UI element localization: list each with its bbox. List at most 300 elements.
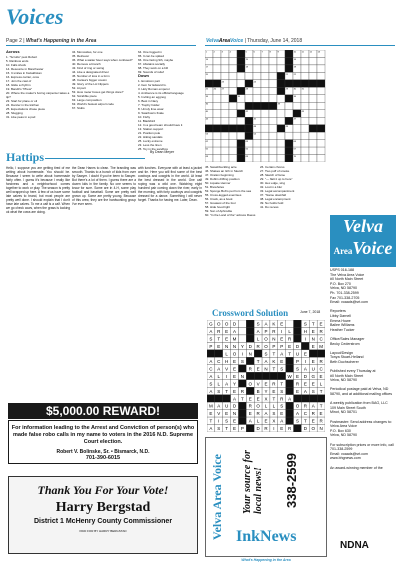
solution-block bbox=[294, 327, 302, 334]
reward-headline: $5,000.00 REWARD! bbox=[8, 403, 198, 419]
promo-ad bbox=[205, 437, 327, 557]
solution-letter: T bbox=[209, 418, 213, 424]
clue: 25. Toy in the sandbox bbox=[138, 147, 168, 151]
grid-cell bbox=[317, 95, 325, 102]
grid-number: 5 bbox=[245, 51, 247, 54]
solution-letter: E bbox=[233, 373, 237, 379]
staff-line: Beth Duchscherer bbox=[330, 359, 359, 364]
ndna-logo: NDNA bbox=[340, 540, 369, 551]
clue: 67. Abstains socially bbox=[138, 62, 166, 66]
clue: 58. Hide hood light bbox=[205, 205, 231, 209]
clue: 38. Legal encampment bbox=[260, 197, 291, 201]
solution-letter: R bbox=[295, 381, 300, 387]
grid-number: 70 bbox=[293, 155, 297, 158]
grid-block bbox=[301, 80, 309, 87]
solution-letter: A bbox=[209, 426, 213, 432]
grid-cell bbox=[309, 140, 317, 147]
grid-cell bbox=[221, 155, 229, 162]
staff-line: Velva, ND 58790 bbox=[330, 286, 357, 291]
grid-cell bbox=[213, 95, 221, 102]
grid-cell bbox=[309, 102, 317, 109]
solution-letter: S bbox=[209, 336, 213, 342]
grid-cell bbox=[253, 110, 261, 117]
ad-paid-by: PAID FOR BY HARRY BERGSTAD bbox=[79, 529, 127, 533]
grid-cell bbox=[317, 140, 325, 147]
grid-cell bbox=[213, 132, 221, 139]
grid-cell bbox=[245, 95, 253, 102]
solution-letter: N bbox=[319, 426, 323, 432]
grid-cell bbox=[301, 155, 309, 162]
solution-letter: R bbox=[264, 426, 268, 432]
clue: 2. Item for Edward G. bbox=[138, 83, 167, 87]
solution-letter: A bbox=[209, 329, 213, 335]
solution-letter: B bbox=[256, 388, 260, 394]
solution-letter: L bbox=[217, 381, 221, 387]
clue: 48. Cartea's bigger cousin bbox=[72, 78, 107, 82]
solution-letter: A bbox=[225, 381, 229, 387]
grid-cell bbox=[229, 110, 237, 117]
grid-block bbox=[277, 125, 285, 132]
clue: 55. Cross-legged exercises bbox=[205, 193, 242, 197]
solution-letter: U bbox=[225, 403, 229, 409]
ad-name: Harry Bergstad bbox=[55, 500, 151, 515]
grid-number: 27 bbox=[221, 88, 225, 91]
grid-cell bbox=[301, 57, 309, 64]
solution-cell bbox=[286, 320, 294, 327]
grid-cell bbox=[301, 95, 309, 102]
clue: 23. Start for plane or oil bbox=[6, 99, 38, 103]
solution-letter: E bbox=[233, 366, 237, 372]
solution-letter: E bbox=[280, 411, 284, 417]
solution-letter: D bbox=[303, 373, 307, 379]
solution-letter: G bbox=[311, 373, 315, 379]
grid-cell bbox=[261, 125, 269, 132]
grid-block bbox=[237, 110, 245, 117]
solution-letter: A bbox=[217, 366, 221, 372]
grid-cell bbox=[261, 72, 269, 79]
solution-letter: I bbox=[304, 336, 306, 342]
solution-letter: A bbox=[280, 351, 284, 357]
solution-letter: C bbox=[209, 366, 213, 372]
grid-cell bbox=[317, 57, 325, 64]
staff-line: Libby Darnell bbox=[330, 313, 351, 318]
grid-cell bbox=[213, 57, 221, 64]
solution-letter: T bbox=[217, 336, 221, 342]
grid-cell bbox=[269, 147, 277, 154]
grid-block bbox=[317, 80, 325, 87]
grid-cell bbox=[229, 65, 237, 72]
staff-line: #0 North Main Street bbox=[330, 373, 364, 378]
staff-line: Published every Thursday at bbox=[330, 369, 376, 374]
solution-letter: I bbox=[226, 373, 228, 379]
clue: 37. "Name downfall bbox=[260, 193, 286, 197]
grid-block bbox=[285, 80, 293, 87]
grid-number: 67 bbox=[293, 148, 297, 151]
grid-cell bbox=[293, 125, 301, 132]
solution-letter: A bbox=[209, 373, 213, 379]
crossword-grid bbox=[205, 50, 395, 162]
grid-number: 30 bbox=[293, 88, 297, 91]
grid-cell bbox=[261, 80, 269, 87]
grid-cell bbox=[229, 72, 237, 79]
staff-line: Email: voaads@srt.com bbox=[330, 300, 368, 305]
grid-cell bbox=[221, 140, 229, 147]
grid-block bbox=[317, 125, 325, 132]
solution-date: June 7, 2018 bbox=[300, 310, 321, 314]
staff-line: www.bhgnews.com bbox=[330, 456, 361, 461]
grid-cell bbox=[261, 110, 269, 117]
solution-letter: S bbox=[217, 426, 221, 432]
staff-line: Bailee Williams bbox=[330, 323, 355, 328]
solution-block bbox=[294, 425, 302, 432]
clue: 59. Son of Aphrodite bbox=[205, 209, 233, 213]
solution-letter: A bbox=[264, 411, 268, 417]
solution-letter: A bbox=[248, 418, 252, 424]
grid-number: 13 bbox=[317, 51, 321, 54]
solution-letter: D bbox=[256, 426, 260, 432]
grid-cell bbox=[229, 155, 237, 162]
grid-number: 35 bbox=[237, 96, 241, 99]
solution-letter: D bbox=[303, 426, 307, 432]
solution-letter: S bbox=[256, 321, 260, 327]
grid-cell bbox=[301, 125, 309, 132]
solution-letter: E bbox=[225, 329, 229, 335]
solution-block bbox=[238, 380, 246, 387]
grid-cell bbox=[277, 147, 285, 154]
staff-line: Office/Sales Manager bbox=[330, 336, 365, 341]
solution-letter: I bbox=[281, 329, 283, 335]
grid-cell bbox=[277, 155, 285, 162]
solution-letter: P bbox=[240, 426, 244, 432]
solution-letter: T bbox=[303, 418, 307, 424]
solution-letter: K bbox=[272, 358, 276, 364]
staff-line: A weekly publication from BAG, LLC bbox=[330, 401, 388, 406]
grid-cell bbox=[229, 147, 237, 154]
grid-cell bbox=[213, 140, 221, 147]
clue: 5. Rainbow ends bbox=[6, 59, 29, 63]
solution-letter: E bbox=[233, 426, 237, 432]
grid-cell bbox=[309, 87, 317, 94]
solution-block bbox=[238, 410, 246, 417]
grid-block bbox=[309, 80, 317, 87]
solution-letter: D bbox=[232, 403, 237, 409]
grid-block bbox=[277, 72, 285, 79]
solution-block bbox=[246, 335, 254, 342]
solution-letter: E bbox=[311, 344, 315, 349]
solution-letter: R bbox=[287, 426, 292, 432]
grid-block bbox=[277, 80, 285, 87]
solution-letter: R bbox=[256, 344, 260, 349]
clue: 15. It smiles in Kazakhstan bbox=[6, 71, 42, 75]
solution-letter: L bbox=[288, 329, 291, 335]
solution-letter: D bbox=[295, 344, 300, 349]
grid-number: 3 bbox=[221, 51, 223, 54]
grid-cell bbox=[213, 155, 221, 162]
solution-letter: T bbox=[280, 381, 284, 387]
grid-block bbox=[205, 80, 213, 87]
grid-number: 43 bbox=[301, 111, 305, 114]
grid-cell bbox=[317, 65, 325, 72]
grid-number: 47 bbox=[293, 118, 297, 121]
solution-letter: M bbox=[319, 344, 323, 349]
solution-cell bbox=[238, 327, 246, 334]
solution-letter: T bbox=[225, 388, 229, 394]
staff-line: The Velva Area Voice bbox=[330, 272, 365, 277]
grid-number: 45 bbox=[253, 118, 257, 121]
staff-line: Emma Howe bbox=[330, 318, 351, 323]
grid-cell bbox=[221, 95, 229, 102]
brand-voice: Voice bbox=[230, 38, 244, 44]
grid-cell bbox=[309, 95, 317, 102]
solution-letter: L bbox=[319, 381, 323, 387]
clue: 53. Sponge Bob's pet from the sea bbox=[205, 189, 252, 193]
grid-block bbox=[285, 140, 293, 147]
promo-brand-vertical: Velva Area Voice bbox=[210, 454, 224, 540]
grid-cell bbox=[253, 95, 261, 102]
solution-letter: E bbox=[272, 388, 276, 394]
solution-letter: V bbox=[217, 411, 221, 417]
solution-letter: S bbox=[209, 381, 213, 387]
grid-block bbox=[237, 155, 245, 162]
grid-cell bbox=[317, 155, 325, 162]
grid-number: 18 bbox=[245, 66, 249, 69]
velva-logo-box bbox=[330, 215, 396, 267]
clue: 3. Holy Roman emperor bbox=[138, 87, 170, 91]
solution-letter: E bbox=[233, 358, 237, 364]
solution-letter: E bbox=[311, 358, 315, 364]
grid-cell bbox=[213, 65, 221, 72]
grid-cell bbox=[317, 72, 325, 79]
grid-cell bbox=[301, 147, 309, 154]
solution-letter: S bbox=[295, 418, 299, 424]
grid-number: 17 bbox=[205, 66, 209, 69]
grid-block bbox=[293, 80, 301, 87]
grid-block bbox=[229, 95, 237, 102]
solution-block bbox=[207, 395, 215, 402]
promo-tagline: Your source for local news! bbox=[242, 450, 264, 514]
solution-letter: A bbox=[280, 418, 284, 424]
grid-number: 36 bbox=[293, 96, 297, 99]
clue: 9. Swarbow's finale bbox=[138, 111, 164, 115]
grid-number: 10 bbox=[293, 51, 297, 54]
solution-letter: S bbox=[280, 388, 284, 394]
header-rule-left bbox=[6, 45, 196, 46]
grid-number: 4 bbox=[229, 51, 231, 54]
clue: 51. Brewholes bbox=[205, 185, 225, 189]
grid-number: 2 bbox=[213, 51, 215, 54]
clue: 49. Dublin drifting position bbox=[205, 177, 240, 181]
solution-block bbox=[301, 395, 309, 402]
solution-block bbox=[215, 350, 223, 357]
grid-cell bbox=[301, 65, 309, 72]
grid-cell bbox=[261, 117, 269, 124]
grid-cell bbox=[229, 102, 237, 109]
solution-letter: S bbox=[240, 358, 244, 364]
clue: 56. Crack, as a book bbox=[205, 197, 233, 201]
solution-letter: T bbox=[288, 351, 291, 357]
solution-block bbox=[286, 417, 294, 424]
solution-letter: E bbox=[280, 358, 284, 364]
clue: 26. Certain chorus bbox=[260, 165, 285, 169]
grid-cell bbox=[309, 65, 317, 72]
solution-block bbox=[278, 372, 286, 379]
solution-letter: E bbox=[303, 381, 307, 387]
solution-letter: V bbox=[225, 366, 229, 372]
grid-block bbox=[309, 125, 317, 132]
grid-cell bbox=[317, 147, 325, 154]
solution-letter: O bbox=[295, 403, 300, 409]
grid-cell bbox=[261, 57, 269, 64]
reward-contact: Robert V. Bolinske, Sr. • Bismarck, N.D. bbox=[56, 449, 150, 455]
solution-block bbox=[246, 425, 254, 432]
solution-block bbox=[309, 395, 317, 402]
staff-line: USPS 016-188 bbox=[330, 268, 354, 272]
solution-letter: R bbox=[319, 418, 323, 424]
grid-cell bbox=[301, 132, 309, 139]
grid-cell bbox=[301, 140, 309, 147]
solution-letter: R bbox=[248, 366, 252, 372]
solution-letter: D bbox=[248, 344, 252, 349]
reward-phone: 701-390-6015 bbox=[85, 455, 121, 461]
grid-number: 16 bbox=[293, 58, 297, 61]
grid-cell bbox=[229, 80, 237, 87]
solution-block bbox=[286, 410, 294, 417]
solution-letter: L bbox=[225, 351, 228, 357]
grid-block bbox=[213, 125, 221, 132]
solution-letter: S bbox=[272, 411, 276, 417]
clue: 69. Sounds of relief bbox=[138, 70, 164, 74]
solution-letter: A bbox=[264, 358, 268, 364]
solution-block bbox=[294, 395, 302, 402]
clue: 17. Join the cast of bbox=[6, 79, 32, 83]
solution-letter: E bbox=[295, 373, 299, 379]
grid-cell bbox=[309, 72, 317, 79]
clue: 40. Remove a branch bbox=[72, 62, 101, 66]
solution-letter: C bbox=[303, 411, 307, 417]
grid-number: 44 bbox=[205, 118, 209, 121]
reward-ad-body bbox=[8, 420, 198, 464]
grid-block bbox=[285, 50, 293, 57]
grid-cell bbox=[285, 102, 293, 109]
solution-letter: E bbox=[303, 351, 307, 357]
solution-letter: U bbox=[295, 351, 300, 357]
clue: 11. Blackbird bbox=[138, 119, 156, 123]
clue: 14. Resource in Manchester bbox=[6, 67, 44, 71]
grid-number: 19 bbox=[293, 66, 297, 69]
solution-letter: V bbox=[256, 381, 260, 387]
staff-line: Fax 701-338-2705 bbox=[330, 295, 360, 300]
clue: 10. Fishy bbox=[138, 115, 151, 119]
solution-letter: P bbox=[280, 344, 284, 349]
solution-block bbox=[317, 350, 325, 357]
clue: 43. Kind of ring or swing bbox=[72, 66, 105, 70]
ad-thanks: Thank You For Your Vote! bbox=[37, 483, 169, 497]
grid-cell bbox=[301, 72, 309, 79]
down-clues-col1 bbox=[138, 50, 202, 151]
clue: 33. Legal accompaniment bbox=[260, 189, 295, 193]
solution-block bbox=[294, 335, 302, 342]
grid-cell bbox=[237, 72, 245, 79]
brand-area: Area bbox=[218, 38, 231, 44]
grid-block bbox=[285, 155, 293, 162]
solution-letter: E bbox=[288, 344, 292, 349]
grid-cell bbox=[269, 117, 277, 124]
grid-block bbox=[213, 80, 221, 87]
solution-letter: O bbox=[232, 351, 237, 357]
grid-cell bbox=[221, 102, 229, 109]
promo-inknews: InkNews bbox=[236, 528, 297, 545]
grid-cell bbox=[213, 117, 221, 124]
solution-block bbox=[246, 372, 254, 379]
solution-letter: N bbox=[248, 351, 252, 357]
grid-number: 28 bbox=[245, 88, 249, 91]
clue: 57. Greatest of the four bbox=[205, 201, 236, 205]
solution-letter: S bbox=[280, 366, 284, 372]
grid-number: 65 bbox=[205, 148, 209, 151]
grid-block bbox=[285, 65, 293, 72]
brand-velva: Velva bbox=[206, 38, 219, 44]
solution-letter: O bbox=[311, 426, 315, 432]
solution-letter: E bbox=[256, 366, 260, 372]
solution-letter: E bbox=[248, 396, 252, 402]
solution-letter: A bbox=[209, 388, 213, 394]
solution-grid bbox=[207, 320, 325, 432]
grid-cell bbox=[213, 110, 221, 117]
solution-letter: P bbox=[209, 344, 213, 349]
grid-cell bbox=[317, 102, 325, 109]
grid-number: 39 bbox=[277, 103, 281, 106]
clue: 60. "In the Land of the" actress Ruess bbox=[205, 213, 256, 217]
grid-number: 14 bbox=[205, 58, 209, 61]
solution-letter: M bbox=[209, 403, 213, 409]
grid-cell bbox=[269, 72, 277, 79]
grid-cell bbox=[253, 140, 261, 147]
grid-block bbox=[245, 132, 253, 139]
solution-block bbox=[254, 350, 262, 357]
solution-letter: I bbox=[273, 426, 275, 432]
solution-letter: A bbox=[264, 321, 268, 327]
grid-cell bbox=[269, 125, 277, 132]
clue: 22. Hiking sandals bbox=[138, 135, 163, 139]
clue: 53. How meter boxes get things done? bbox=[72, 90, 124, 94]
grid-cell bbox=[253, 65, 261, 72]
clue: 65. It can be spiked bbox=[138, 54, 165, 58]
solution-letter: R bbox=[272, 381, 276, 387]
grid-cell bbox=[277, 110, 285, 117]
solution-block bbox=[317, 395, 325, 402]
grid-cell bbox=[213, 102, 221, 109]
grid-number: 34 bbox=[205, 96, 209, 99]
solution-letter: C bbox=[319, 336, 323, 342]
staff-line: Postmaster: Send address changes to: bbox=[330, 419, 392, 424]
solution-letter: E bbox=[311, 418, 315, 424]
solution-letter: A bbox=[303, 366, 307, 372]
ad-district: District 1 McHenry County Commissioner bbox=[33, 518, 173, 525]
solution-letter: A bbox=[303, 388, 307, 394]
clue: 34. Monoxides, for one bbox=[72, 50, 103, 54]
solution-letter: A bbox=[311, 403, 315, 409]
clue: 35. Retriever bbox=[72, 54, 90, 58]
grid-cell bbox=[269, 65, 277, 72]
solution-letter: E bbox=[280, 336, 284, 342]
promo-phone: 338-2599 bbox=[284, 453, 299, 508]
clue: 18. Glide a rhythm bbox=[6, 83, 31, 87]
grid-cell bbox=[277, 95, 285, 102]
issue-date: Thursday, June 14, 2018 bbox=[247, 38, 303, 44]
clue: 6. Best in Navy bbox=[138, 99, 159, 103]
grid-cell bbox=[269, 95, 277, 102]
grid-cell bbox=[221, 65, 229, 72]
